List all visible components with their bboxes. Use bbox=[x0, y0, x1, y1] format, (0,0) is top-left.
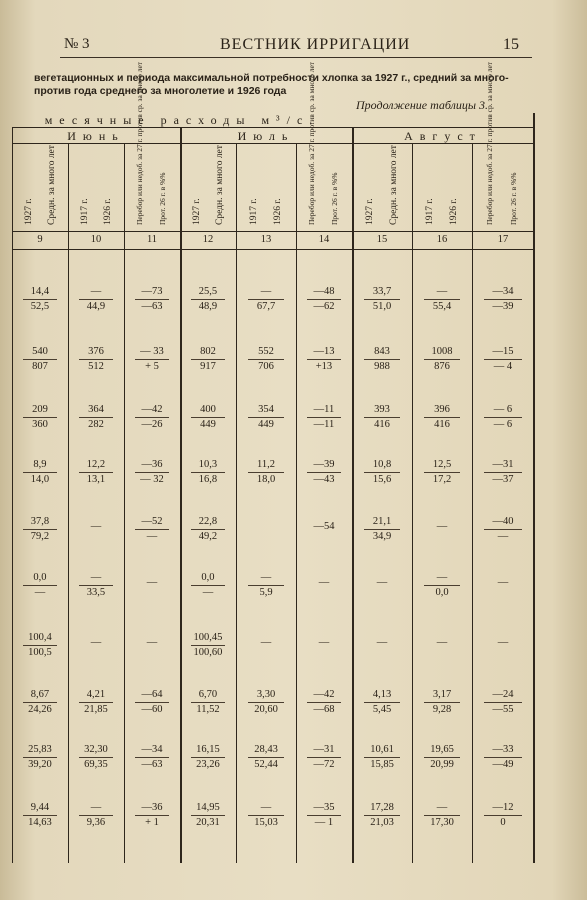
table-cell bbox=[135, 458, 169, 487]
table-cell bbox=[191, 285, 225, 314]
table-cell: — bbox=[376, 577, 388, 588]
table-cell: — bbox=[146, 637, 158, 648]
table-cell bbox=[307, 458, 341, 487]
cell-denominator: — bbox=[497, 531, 509, 542]
cell-denominator: + 5 bbox=[145, 361, 159, 372]
cell-numerator: —34 bbox=[135, 743, 169, 758]
column-heading: 1927 г. bbox=[24, 198, 35, 225]
cell-denominator: 917 bbox=[200, 361, 216, 372]
cell-numerator: 354 bbox=[248, 403, 284, 418]
cell-denominator: —55 bbox=[492, 704, 514, 715]
column-heading: 1926 г. bbox=[273, 198, 284, 225]
table-cell bbox=[484, 403, 521, 432]
column-number: 16 bbox=[436, 234, 448, 245]
table-cell bbox=[248, 743, 284, 772]
cell-denominator: — 4 bbox=[493, 361, 513, 372]
column-heading: 1917 г. bbox=[80, 198, 91, 225]
table-cell bbox=[23, 458, 57, 487]
column-heading: Прот. 26 г. в %% bbox=[509, 172, 519, 225]
table-cell: —54 bbox=[313, 521, 335, 532]
table-cell bbox=[307, 403, 341, 432]
cell-denominator: —37 bbox=[492, 474, 514, 485]
cell-numerator: 400 bbox=[191, 403, 225, 418]
column-heading: 1917 г. bbox=[249, 198, 260, 225]
cell-numerator: 10,8 bbox=[364, 458, 400, 473]
cell-denominator: — bbox=[202, 587, 214, 598]
column-heading: Перебор или недоб. за 27 г. против ср. за много лет bbox=[135, 61, 145, 225]
cell-denominator: — 6 bbox=[493, 419, 513, 430]
cell-denominator: 13,1 bbox=[86, 474, 106, 485]
table-cell bbox=[79, 403, 113, 432]
cell-denominator: 23,26 bbox=[196, 759, 220, 770]
cell-numerator: —48 bbox=[307, 285, 341, 300]
cell-numerator: 4,13 bbox=[364, 688, 400, 703]
cell-numerator: —15 bbox=[484, 345, 521, 360]
col-divider bbox=[412, 143, 413, 863]
column-heading: 1927 г. bbox=[192, 198, 203, 225]
cell-denominator: 5,9 bbox=[259, 587, 273, 598]
cell-numerator: 100,45 bbox=[191, 631, 225, 646]
table-cell: — bbox=[497, 637, 509, 648]
table-cell bbox=[23, 285, 57, 314]
table-cell bbox=[248, 458, 284, 487]
cell-numerator: 376 bbox=[79, 345, 113, 360]
table-cell bbox=[79, 801, 113, 830]
cell-denominator: 52,44 bbox=[254, 759, 278, 770]
table-cell bbox=[307, 743, 341, 772]
column-number: 17 bbox=[497, 234, 509, 245]
cell-numerator: 25,83 bbox=[23, 743, 57, 758]
table-title: месячные расходы м³/с. bbox=[44, 113, 320, 127]
table-cell bbox=[424, 801, 460, 830]
cell-denominator: —72 bbox=[313, 759, 335, 770]
column-heading: Средн. за много лет bbox=[389, 145, 400, 225]
col-divider bbox=[124, 143, 125, 863]
table-cell bbox=[364, 515, 400, 544]
table-cell bbox=[135, 285, 169, 314]
table-cell: — bbox=[260, 637, 272, 648]
cell-numerator: — bbox=[248, 571, 284, 586]
table-cell: — bbox=[436, 637, 448, 648]
cell-denominator: 18,0 bbox=[256, 474, 276, 485]
table-cell bbox=[484, 345, 521, 374]
table-cell bbox=[135, 801, 169, 830]
table-cell bbox=[79, 345, 113, 374]
table-cell bbox=[307, 801, 341, 830]
col-divider bbox=[236, 143, 237, 863]
month-3: Август bbox=[404, 129, 482, 143]
cell-numerator: 14,4 bbox=[23, 285, 57, 300]
table-cell bbox=[191, 458, 225, 487]
cell-denominator: 449 bbox=[200, 419, 216, 430]
col-divider bbox=[68, 143, 69, 863]
cell-numerator: — 33 bbox=[135, 345, 169, 360]
cell-numerator: —34 bbox=[484, 285, 521, 300]
cell-denominator: 20,60 bbox=[254, 704, 278, 715]
cell-numerator: 0,0 bbox=[23, 571, 57, 586]
column-number: 15 bbox=[376, 234, 388, 245]
table-cell bbox=[23, 571, 57, 600]
table-cell bbox=[191, 631, 225, 660]
cell-denominator: —26 bbox=[141, 419, 163, 430]
table-cell bbox=[364, 458, 400, 487]
month-1: Июнь bbox=[67, 129, 125, 143]
cell-denominator: 39,20 bbox=[28, 759, 52, 770]
table-cell bbox=[248, 403, 284, 432]
cell-numerator: 21,1 bbox=[364, 515, 400, 530]
cell-numerator: — bbox=[424, 801, 460, 816]
cell-denominator: 49,2 bbox=[198, 531, 218, 542]
cell-denominator: 9,36 bbox=[86, 817, 106, 828]
cell-denominator: +13 bbox=[315, 361, 333, 372]
cell-numerator: 4,21 bbox=[79, 688, 113, 703]
table-cell bbox=[23, 743, 57, 772]
table-cell bbox=[135, 403, 169, 432]
cell-denominator: 33,5 bbox=[86, 587, 106, 598]
table-cell: — bbox=[318, 577, 330, 588]
cell-numerator: 3,17 bbox=[424, 688, 460, 703]
column-heading: Перебор или недоб. за 27 г. против ср. за много лет bbox=[484, 61, 494, 225]
cell-denominator: 79,2 bbox=[30, 531, 50, 542]
cell-numerator: — 6 bbox=[484, 403, 521, 418]
cell-denominator: —63 bbox=[141, 759, 163, 770]
header-rule bbox=[60, 57, 532, 58]
cell-denominator: 100,5 bbox=[28, 647, 52, 658]
cell-numerator: — bbox=[79, 801, 113, 816]
cell-denominator: 15,03 bbox=[254, 817, 278, 828]
table-cell bbox=[23, 631, 57, 660]
cell-denominator: —39 bbox=[492, 301, 514, 312]
column-number: 13 bbox=[260, 234, 272, 245]
col-divider bbox=[472, 143, 473, 863]
table-cell bbox=[191, 801, 225, 830]
column-heading: 1926 г. bbox=[449, 198, 460, 225]
cell-numerator: 16,15 bbox=[191, 743, 225, 758]
cell-numerator: — bbox=[79, 571, 113, 586]
cell-numerator: 10,61 bbox=[364, 743, 400, 758]
cell-denominator: 416 bbox=[434, 419, 450, 430]
table-cell bbox=[191, 743, 225, 772]
journal-title: ВЕСТНИК ИРРИГАЦИИ bbox=[220, 36, 411, 53]
table-cell bbox=[79, 458, 113, 487]
table-caption: вегетационных и периода максимальной потребности хлопка за 1927 г., средний за много- против года среднего за многолетие и 1926 года bbox=[34, 72, 509, 97]
cell-numerator: —36 bbox=[135, 458, 169, 473]
table-cell bbox=[23, 515, 57, 544]
table-cell bbox=[484, 801, 521, 830]
cell-denominator: 15,6 bbox=[372, 474, 392, 485]
table-cell bbox=[248, 571, 284, 600]
cell-numerator: 3,30 bbox=[248, 688, 284, 703]
table-cell bbox=[23, 403, 57, 432]
cell-numerator: — bbox=[424, 285, 460, 300]
table-cell: — bbox=[90, 637, 102, 648]
cell-numerator: 802 bbox=[191, 345, 225, 360]
table-cell bbox=[248, 801, 284, 830]
table-cell bbox=[424, 743, 460, 772]
column-heading: 1917 г. bbox=[425, 198, 436, 225]
cell-numerator: 22,8 bbox=[191, 515, 225, 530]
cell-numerator: —12 bbox=[484, 801, 521, 816]
top-rule bbox=[12, 127, 534, 128]
cell-denominator: 17,2 bbox=[432, 474, 452, 485]
cell-numerator: 396 bbox=[424, 403, 460, 418]
cell-numerator: 100,4 bbox=[23, 631, 57, 646]
cell-numerator: 393 bbox=[364, 403, 400, 418]
cell-numerator: 11,2 bbox=[248, 458, 284, 473]
cell-numerator: 364 bbox=[79, 403, 113, 418]
cell-denominator: 706 bbox=[258, 361, 274, 372]
cell-numerator: —40 bbox=[484, 515, 521, 530]
column-number: 12 bbox=[202, 234, 214, 245]
cell-denominator: 282 bbox=[88, 419, 104, 430]
cell-denominator: 100,60 bbox=[193, 647, 223, 658]
cell-numerator: 843 bbox=[364, 345, 400, 360]
cell-denominator: 44,9 bbox=[86, 301, 106, 312]
cell-numerator: —35 bbox=[307, 801, 341, 816]
cell-denominator: 512 bbox=[88, 361, 104, 372]
table-cell bbox=[307, 345, 341, 374]
table-cell bbox=[364, 403, 400, 432]
table-cell bbox=[424, 688, 460, 717]
cell-denominator: —62 bbox=[313, 301, 335, 312]
cell-denominator: 17,30 bbox=[430, 817, 454, 828]
cell-numerator: —13 bbox=[307, 345, 341, 360]
cell-numerator: —24 bbox=[484, 688, 521, 703]
column-heading: 1926 г. bbox=[102, 198, 113, 225]
column-heading: Прот. 26 г. в %% bbox=[157, 172, 167, 225]
column-number: 10 bbox=[90, 234, 102, 245]
cell-denominator: — 32 bbox=[140, 474, 164, 485]
cell-denominator: 0,0 bbox=[435, 587, 449, 598]
cell-numerator: — bbox=[248, 285, 284, 300]
cell-denominator: 9,28 bbox=[432, 704, 452, 715]
cell-numerator: 19,65 bbox=[424, 743, 460, 758]
table-cell bbox=[364, 345, 400, 374]
table-cell bbox=[191, 403, 225, 432]
column-heading: Прот. 26 г. в %% bbox=[329, 172, 339, 225]
cell-denominator: 21,85 bbox=[84, 704, 108, 715]
cell-denominator: — bbox=[34, 587, 46, 598]
table-cell bbox=[424, 285, 460, 314]
cell-numerator: 33,7 bbox=[364, 285, 400, 300]
cell-denominator: 24,26 bbox=[28, 704, 52, 715]
cell-numerator: 209 bbox=[23, 403, 57, 418]
cell-numerator: 14,95 bbox=[191, 801, 225, 816]
table-cell bbox=[23, 345, 57, 374]
table-cell bbox=[424, 458, 460, 487]
table-cell bbox=[135, 345, 169, 374]
cell-numerator: 552 bbox=[248, 345, 284, 360]
table-cell bbox=[191, 571, 225, 600]
cell-numerator: 0,0 bbox=[191, 571, 225, 586]
cell-numerator: 9,44 bbox=[23, 801, 57, 816]
table-cell bbox=[484, 743, 521, 772]
cell-denominator: 20,99 bbox=[430, 759, 454, 770]
cell-numerator: — bbox=[424, 571, 460, 586]
table-cell bbox=[135, 688, 169, 717]
cell-numerator: —52 bbox=[135, 515, 169, 530]
cell-denominator: 988 bbox=[374, 361, 390, 372]
cell-numerator: —64 bbox=[135, 688, 169, 703]
cell-denominator: 449 bbox=[258, 419, 274, 430]
column-number: 9 bbox=[37, 234, 43, 245]
table-cell bbox=[79, 285, 113, 314]
column-heading: Перебор или недоб. за 27 г. против ср. за много лет bbox=[307, 61, 317, 225]
table-cell bbox=[248, 345, 284, 374]
column-number: 11 bbox=[146, 234, 158, 245]
cell-denominator: 15,85 bbox=[370, 759, 394, 770]
cell-numerator: 6,70 bbox=[191, 688, 225, 703]
table-cell bbox=[484, 515, 521, 544]
cell-numerator: — bbox=[79, 285, 113, 300]
cell-numerator: 25,5 bbox=[191, 285, 225, 300]
cell-numerator: —42 bbox=[135, 403, 169, 418]
cell-numerator: — bbox=[248, 801, 284, 816]
page-number: 15 bbox=[503, 36, 519, 53]
table-cell bbox=[135, 743, 169, 772]
table-cell bbox=[424, 571, 460, 600]
table-cell bbox=[191, 345, 225, 374]
cell-numerator: —11 bbox=[307, 403, 341, 418]
column-number: 14 bbox=[318, 234, 330, 245]
cell-denominator: —60 bbox=[141, 704, 163, 715]
column-heading: Средн. за много лет bbox=[214, 145, 225, 225]
cell-denominator: 14,0 bbox=[30, 474, 50, 485]
cell-numerator: —36 bbox=[135, 801, 169, 816]
cell-numerator: —31 bbox=[307, 743, 341, 758]
table-cell bbox=[135, 515, 169, 544]
cell-denominator: 20,31 bbox=[196, 817, 220, 828]
cell-numerator: 1008 bbox=[424, 345, 460, 360]
table-cell bbox=[248, 285, 284, 314]
cell-denominator: 360 bbox=[32, 419, 48, 430]
table-cell bbox=[307, 688, 341, 717]
cell-denominator: 14,63 bbox=[28, 817, 52, 828]
table-cell bbox=[79, 743, 113, 772]
cell-denominator: —49 bbox=[492, 759, 514, 770]
cell-numerator: 10,3 bbox=[191, 458, 225, 473]
table-cell: — bbox=[146, 577, 158, 588]
cell-numerator: —39 bbox=[307, 458, 341, 473]
table-cell bbox=[424, 345, 460, 374]
cell-numerator: 540 bbox=[23, 345, 57, 360]
table-cell bbox=[424, 403, 460, 432]
cell-numerator: 12,2 bbox=[79, 458, 113, 473]
table-cell bbox=[23, 688, 57, 717]
cell-numerator: —42 bbox=[307, 688, 341, 703]
cell-denominator: 876 bbox=[434, 361, 450, 372]
cell-denominator: 0 bbox=[500, 817, 506, 828]
cell-numerator: 8,9 bbox=[23, 458, 57, 473]
cell-denominator: 5,45 bbox=[372, 704, 392, 715]
table-cell: — bbox=[318, 637, 330, 648]
month-2: Июль bbox=[237, 129, 295, 143]
table-cell bbox=[484, 285, 521, 314]
table-cell bbox=[484, 688, 521, 717]
table-cell bbox=[364, 743, 400, 772]
col-divider bbox=[296, 143, 297, 863]
cell-denominator: —63 bbox=[141, 301, 163, 312]
cell-denominator: 48,9 bbox=[198, 301, 218, 312]
head-rule bbox=[12, 231, 534, 232]
cell-denominator: 807 bbox=[32, 361, 48, 372]
cell-numerator: —73 bbox=[135, 285, 169, 300]
cell-denominator: —11 bbox=[313, 419, 335, 430]
cell-denominator: 16,8 bbox=[198, 474, 218, 485]
table-cell bbox=[79, 688, 113, 717]
cell-denominator: —43 bbox=[313, 474, 335, 485]
cell-numerator: 17,28 bbox=[364, 801, 400, 816]
table-cell bbox=[23, 801, 57, 830]
cell-denominator: 416 bbox=[374, 419, 390, 430]
continuation-note: Продолжение таблицы 3. bbox=[356, 98, 489, 112]
table-cell: — bbox=[497, 577, 509, 588]
table-cell bbox=[364, 285, 400, 314]
cell-denominator: 34,9 bbox=[372, 531, 392, 542]
cell-numerator: —31 bbox=[484, 458, 521, 473]
table-cell: — bbox=[376, 637, 388, 648]
table-cell: — bbox=[436, 521, 448, 532]
table-cell bbox=[364, 688, 400, 717]
cell-denominator: — 1 bbox=[314, 817, 334, 828]
cell-numerator: 8,67 bbox=[23, 688, 57, 703]
cell-denominator: + 1 bbox=[145, 817, 159, 828]
cell-denominator: 55,4 bbox=[432, 301, 452, 312]
issue-number: № 3 bbox=[64, 36, 90, 52]
cell-numerator: 12,5 bbox=[424, 458, 460, 473]
cell-numerator: 37,8 bbox=[23, 515, 57, 530]
cell-denominator: 67,7 bbox=[256, 301, 276, 312]
table-cell bbox=[79, 571, 113, 600]
column-heading: 1927 г. bbox=[365, 198, 376, 225]
cell-denominator: 21,03 bbox=[370, 817, 394, 828]
table-cell bbox=[248, 688, 284, 717]
cell-denominator: — bbox=[146, 531, 158, 542]
cell-numerator: 32,30 bbox=[79, 743, 113, 758]
table-cell bbox=[191, 515, 225, 544]
column-heading: Средн. за много лет bbox=[46, 145, 57, 225]
cell-denominator: 11,52 bbox=[196, 704, 220, 715]
table-cell bbox=[191, 688, 225, 717]
table-cell: — bbox=[90, 521, 102, 532]
running-header bbox=[0, 36, 587, 58]
cell-denominator: 51,0 bbox=[372, 301, 392, 312]
table-cell bbox=[307, 285, 341, 314]
right-border bbox=[533, 113, 535, 863]
cell-denominator: —68 bbox=[313, 704, 335, 715]
cell-denominator: 69,35 bbox=[84, 759, 108, 770]
num-rule bbox=[12, 249, 534, 250]
table-cell bbox=[364, 801, 400, 830]
cell-numerator: 28,43 bbox=[248, 743, 284, 758]
cell-numerator: —33 bbox=[484, 743, 521, 758]
cell-denominator: 52,5 bbox=[30, 301, 50, 312]
table-cell bbox=[484, 458, 521, 487]
